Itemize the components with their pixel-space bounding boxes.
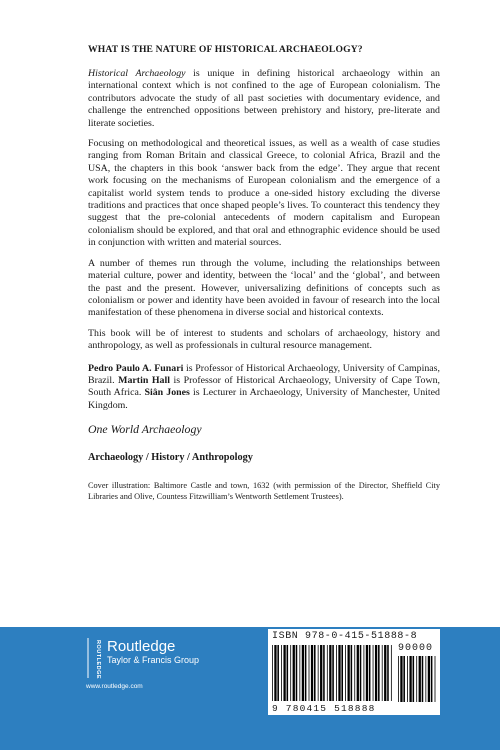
barcode-bar [299, 645, 300, 701]
barcode-bar [409, 656, 411, 702]
intro-paragraph [88, 68, 440, 130]
ean-barcode [272, 645, 392, 701]
barcode-bar [364, 645, 365, 701]
barcode-bar [348, 645, 350, 701]
barcode-bar [366, 645, 368, 701]
barcode-bar [375, 645, 377, 701]
barcode-bar [320, 645, 322, 701]
barcode-bar [382, 645, 383, 701]
barcode-bar [274, 645, 276, 701]
barcode-bar [311, 645, 313, 701]
barcode-bar [272, 645, 273, 701]
price-code: 90000 [398, 643, 434, 654]
editor-name-2: Martin Hall [118, 374, 170, 386]
barcode-bar [419, 656, 421, 702]
editor-name-1: Pedro Paulo A. Funari [88, 362, 184, 374]
barcode-bar [400, 656, 402, 702]
barcode-bar [431, 656, 433, 702]
barcode-bar [416, 656, 417, 702]
barcode-bar [336, 645, 337, 701]
blurb-column [88, 44, 440, 510]
barcode-bar [290, 645, 291, 701]
barcode-bar [407, 656, 408, 702]
publisher-logo [107, 638, 199, 666]
editor-role-3: is Lecturer in Archaeology, University of Manchester, United Kingdom. [88, 387, 440, 411]
editor-role-1: is Professor of Historical Archaeology, University of Campinas, Brazil. [88, 362, 440, 386]
barcode-bar [425, 656, 426, 702]
barcode-bar [373, 645, 374, 701]
paragraph-audience: This book will be of interest to students and scholars of archaeology, history and anthropology, as well as professionals in cultural resource management. [88, 327, 440, 352]
intro-text: is unique in defining historical archaeology within an international context which is not confined to the age of European colonialism. The contributors advocate the study of all past societies with documentary evidence, and challenge the entrenched oppositions between prehistory and history, pre-literate and literate societies. [88, 68, 440, 129]
editor-name-3: Siân Jones [144, 387, 190, 399]
barcode-bar [305, 645, 307, 701]
barcode-bar [327, 645, 328, 701]
logo-vertical-text: ROUTLEDGE [95, 640, 101, 680]
isbn-text: ISBN 978-0-415-51888-8 [272, 631, 418, 642]
barcode-bar [403, 656, 405, 702]
barcode-bar [391, 645, 392, 701]
barcode-bar [422, 656, 424, 702]
barcode-bar [387, 645, 389, 701]
editor-role-2: is Professor of Historical Archaeology, University of Cape Town, South Africa. [88, 374, 440, 399]
routledge-logo-icon [86, 638, 100, 678]
publisher-group: Taylor & Francis Group [107, 655, 200, 665]
barcode-bar [378, 645, 380, 701]
barcode-bar [287, 645, 289, 701]
paragraph-themes: A number of themes run through the volume, including the relationships between material culture, power and identity, between the ‘local’ and the ‘global’, and between the past and the present. However, universalizing definitions of concepts such as colonialism or power and identity have been avoided in favour of research into the local manifestation of these phenomena in diverse social and historical contexts. [88, 257, 440, 319]
barcode-bar [398, 656, 399, 702]
barcode-bar [332, 645, 334, 701]
editors-paragraph [88, 363, 440, 413]
subject-categories: Archaeology / History / Anthropology [88, 452, 253, 464]
heading: WHAT IS THE NATURE OF HISTORICAL ARCHAEOLOGY? [88, 44, 363, 55]
barcode-bar [314, 645, 316, 701]
barcode-bar [296, 645, 298, 701]
barcode-bar [369, 645, 371, 701]
barcode-bar [338, 645, 340, 701]
barcode-bar [435, 656, 436, 702]
barcode-bar [293, 645, 295, 701]
barcode-bar [323, 645, 325, 701]
book-title: Historical Archaeology [88, 68, 186, 79]
barcode-bar [428, 656, 430, 702]
price-barcode [398, 656, 436, 702]
barcode-bar [351, 645, 353, 701]
barcode-bar [384, 645, 386, 701]
barcode-bar [281, 645, 282, 701]
series-name: One World Archaeology [88, 422, 202, 437]
cover-credit: Cover illustration: Baltimore Castle and town, 1632 (with permission of the Director, Sheffield City Libraries and Olive, Countess Fitzwilliam’s Wentworth Settlement Trustees). [88, 481, 440, 502]
barcode-bar [345, 645, 346, 701]
barcode-bar [302, 645, 304, 701]
paragraph-focus: Focusing on methodological and theoretical issues, as well as a wealth of case studies ranging from Roman Britain and classical Greece, to colonial Africa, Brazil and the USA, the chapters in this book ‘answer back from the edge’. They argue that recent work focusing on the mechanisms of European colonialism and the emergence of a capitalist world system tends to produce a one-sided history excluding the diverse traditions and practices that once shaped people’s lives. To counteract this tendency they suggest that the pre-colonial antecedents of modern capitalism and European colonialism should be explored, and that oral and ethnographic evidence should be used in conjunction with written and material sources. [88, 138, 440, 249]
barcode-bar [341, 645, 343, 701]
barcode-number: 9 780415 518888 [272, 703, 376, 714]
barcode-bar [309, 645, 310, 701]
barcode-bar [413, 656, 415, 702]
publisher-name: Routledge [107, 638, 176, 655]
barcode-bar [329, 645, 331, 701]
barcode-bar [360, 645, 362, 701]
barcode-bar [354, 645, 355, 701]
barcode-bar [283, 645, 285, 701]
barcode-bar [277, 645, 279, 701]
barcode-bar [357, 645, 359, 701]
barcode-bar [318, 645, 319, 701]
barcode-panel [268, 629, 440, 715]
publisher-website: www.routledge.com [86, 683, 143, 690]
